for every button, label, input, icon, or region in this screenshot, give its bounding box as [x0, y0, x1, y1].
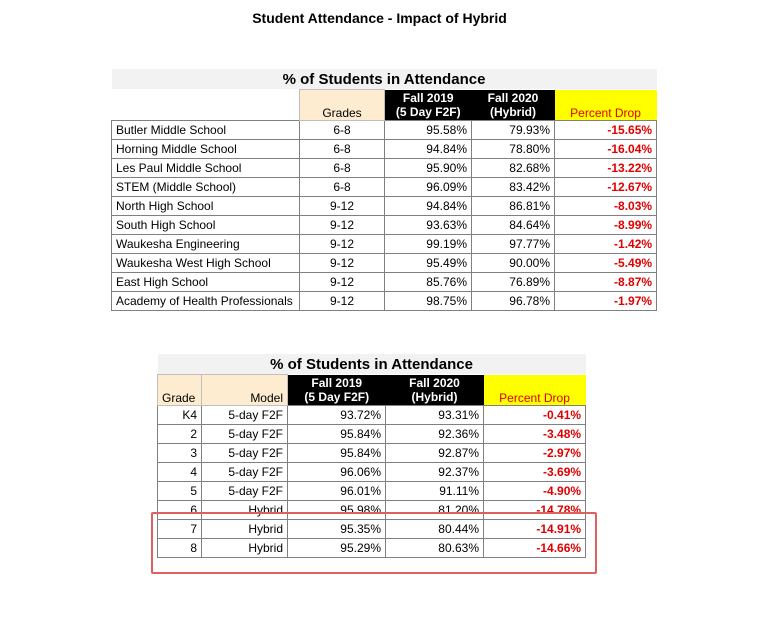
fall2020-cell: 79.93% — [472, 121, 555, 140]
fall2020-cell: 86.81% — [472, 197, 555, 216]
fall2020-cell: 83.42% — [472, 178, 555, 197]
percent-drop-cell: -12.67% — [555, 178, 657, 197]
school-name-cell: STEM (Middle School) — [112, 178, 300, 197]
grade-cell: 3 — [158, 444, 202, 463]
school-name-cell: Waukesha Engineering — [112, 235, 300, 254]
percent-drop-cell: -15.65% — [555, 121, 657, 140]
table-row — [112, 121, 657, 140]
model-cell: 5-day F2F — [202, 482, 288, 501]
fall2020-cell: 82.68% — [472, 159, 555, 178]
grades-cell: 9-12 — [300, 216, 385, 235]
percent-drop-cell: -0.41% — [484, 406, 586, 425]
fall2019-cell: 95.35% — [288, 520, 386, 539]
fall2019-cell: 96.01% — [288, 482, 386, 501]
fall2020-cell: 76.89% — [472, 273, 555, 292]
table-row — [158, 501, 586, 520]
school-name-cell: North High School — [112, 197, 300, 216]
table1-title: % of Students in Attendance — [112, 69, 657, 90]
grade-cell: 2 — [158, 425, 202, 444]
table-row — [112, 235, 657, 254]
fall2020-cell: 91.11% — [386, 482, 484, 501]
fall2020-cell: 93.31% — [386, 406, 484, 425]
grade-cell: 6 — [158, 501, 202, 520]
school-attendance-table — [111, 69, 657, 311]
school-name-cell: Horning Middle School — [112, 140, 300, 159]
table2-header-drop: Percent Drop — [484, 375, 586, 406]
grade-cell: 8 — [158, 539, 202, 558]
table2-title-row — [158, 354, 586, 375]
grades-cell: 9-12 — [300, 273, 385, 292]
percent-drop-cell: -8.87% — [555, 273, 657, 292]
grade-attendance-table — [157, 354, 586, 558]
school-name-cell: Butler Middle School — [112, 121, 300, 140]
school-name-cell: Waukesha West High School — [112, 254, 300, 273]
model-cell: 5-day F2F — [202, 463, 288, 482]
table2-title: % of Students in Attendance — [158, 354, 586, 375]
fall2020-cell: 92.37% — [386, 463, 484, 482]
table-row — [112, 197, 657, 216]
table2-header-row — [158, 375, 586, 406]
table-row — [158, 406, 586, 425]
table-row — [158, 520, 586, 539]
grade-cell: 5 — [158, 482, 202, 501]
fall2019-cell: 95.84% — [288, 444, 386, 463]
grades-cell: 6-8 — [300, 178, 385, 197]
percent-drop-cell: -14.91% — [484, 520, 586, 539]
table2-header-grade: Grade — [158, 375, 202, 406]
percent-drop-cell: -2.97% — [484, 444, 586, 463]
grade-cell: 7 — [158, 520, 202, 539]
table2-header-fall2019 — [288, 375, 386, 406]
table1-title-row — [112, 69, 657, 90]
percent-drop-cell: -8.03% — [555, 197, 657, 216]
fall2020-cell: 80.63% — [386, 539, 484, 558]
table2-header-fall2020 — [386, 375, 484, 406]
table1-header-fall2019-line2: (5 Day F2F) — [395, 104, 461, 119]
table-row — [158, 425, 586, 444]
model-cell: 5-day F2F — [202, 406, 288, 425]
table2-header-fall2019-line2: (5 Day F2F) — [304, 389, 370, 404]
fall2020-cell: 92.36% — [386, 425, 484, 444]
grades-cell: 6-8 — [300, 159, 385, 178]
school-name-cell: South High School — [112, 216, 300, 235]
school-name-cell: Academy of Health Professionals — [112, 292, 300, 311]
grades-cell: 6-8 — [300, 140, 385, 159]
table-row — [158, 444, 586, 463]
table-row — [112, 254, 657, 273]
table-row — [158, 463, 586, 482]
fall2019-cell: 93.72% — [288, 406, 386, 425]
grades-cell: 9-12 — [300, 235, 385, 254]
table1-header-fall2019-line1: Fall 2019 — [402, 90, 454, 105]
table2-header-fall2020-line1: Fall 2020 — [409, 375, 460, 390]
school-name-cell: Les Paul Middle School — [112, 159, 300, 178]
percent-drop-cell: -1.42% — [555, 235, 657, 254]
grades-cell: 6-8 — [300, 121, 385, 140]
fall2020-cell: 81.20% — [386, 501, 484, 520]
fall2019-cell: 94.84% — [385, 140, 472, 159]
table1-header-row — [112, 90, 657, 121]
table1-header-fall2019 — [385, 90, 472, 121]
fall2020-cell: 84.64% — [472, 216, 555, 235]
percent-drop-cell: -1.97% — [555, 292, 657, 311]
table2-header-fall2019-line1: Fall 2019 — [311, 375, 363, 390]
fall2019-cell: 85.76% — [385, 273, 472, 292]
table1-header-grades: Grades — [300, 90, 385, 121]
table-row — [112, 140, 657, 159]
table2-header-model: Model — [202, 375, 288, 406]
table-row — [158, 539, 586, 558]
fall2020-cell: 96.78% — [472, 292, 555, 311]
fall2019-cell: 93.63% — [385, 216, 472, 235]
grades-cell: 9-12 — [300, 197, 385, 216]
percent-drop-cell: -14.78% — [484, 501, 586, 520]
percent-drop-cell: -3.48% — [484, 425, 586, 444]
fall2020-cell: 80.44% — [386, 520, 484, 539]
fall2019-cell: 96.09% — [385, 178, 472, 197]
percent-drop-cell: -14.66% — [484, 539, 586, 558]
fall2019-cell: 94.84% — [385, 197, 472, 216]
table1-header-fall2020 — [472, 90, 555, 121]
fall2019-cell: 95.90% — [385, 159, 472, 178]
fall2020-cell: 90.00% — [472, 254, 555, 273]
fall2019-cell: 95.58% — [385, 121, 472, 140]
grade-cell: 4 — [158, 463, 202, 482]
table-row — [112, 216, 657, 235]
model-cell: 5-day F2F — [202, 444, 288, 463]
fall2019-cell: 96.06% — [288, 463, 386, 482]
model-cell: 5-day F2F — [202, 425, 288, 444]
table-row — [112, 292, 657, 311]
model-cell: Hybrid — [202, 520, 288, 539]
table1-header-blank — [112, 90, 300, 121]
percent-drop-cell: -16.04% — [555, 140, 657, 159]
table-row — [112, 159, 657, 178]
model-cell: Hybrid — [202, 539, 288, 558]
grade-cell: K4 — [158, 406, 202, 425]
school-name-cell: East High School — [112, 273, 300, 292]
percent-drop-cell: -8.99% — [555, 216, 657, 235]
table-row — [112, 178, 657, 197]
fall2019-cell: 95.98% — [288, 501, 386, 520]
fall2019-cell: 95.49% — [385, 254, 472, 273]
table1-header-fall2020-line2: (Hybrid) — [490, 104, 536, 119]
table-row — [112, 273, 657, 292]
fall2019-cell: 98.75% — [385, 292, 472, 311]
model-cell: Hybrid — [202, 501, 288, 520]
table2-header-fall2020-line2: (Hybrid) — [411, 389, 458, 404]
fall2020-cell: 92.87% — [386, 444, 484, 463]
percent-drop-cell: -4.90% — [484, 482, 586, 501]
percent-drop-cell: -3.69% — [484, 463, 586, 482]
page-title: Student Attendance - Impact of Hybrid — [252, 10, 507, 26]
grades-cell: 9-12 — [300, 254, 385, 273]
fall2020-cell: 97.77% — [472, 235, 555, 254]
fall2019-cell: 95.29% — [288, 539, 386, 558]
fall2019-cell: 99.19% — [385, 235, 472, 254]
percent-drop-cell: -5.49% — [555, 254, 657, 273]
fall2019-cell: 95.84% — [288, 425, 386, 444]
table-row — [158, 482, 586, 501]
grades-cell: 9-12 — [300, 292, 385, 311]
table1-header-drop: Percent Drop — [555, 90, 657, 121]
table1-header-fall2020-line1: Fall 2020 — [487, 90, 539, 105]
percent-drop-cell: -13.22% — [555, 159, 657, 178]
fall2020-cell: 78.80% — [472, 140, 555, 159]
